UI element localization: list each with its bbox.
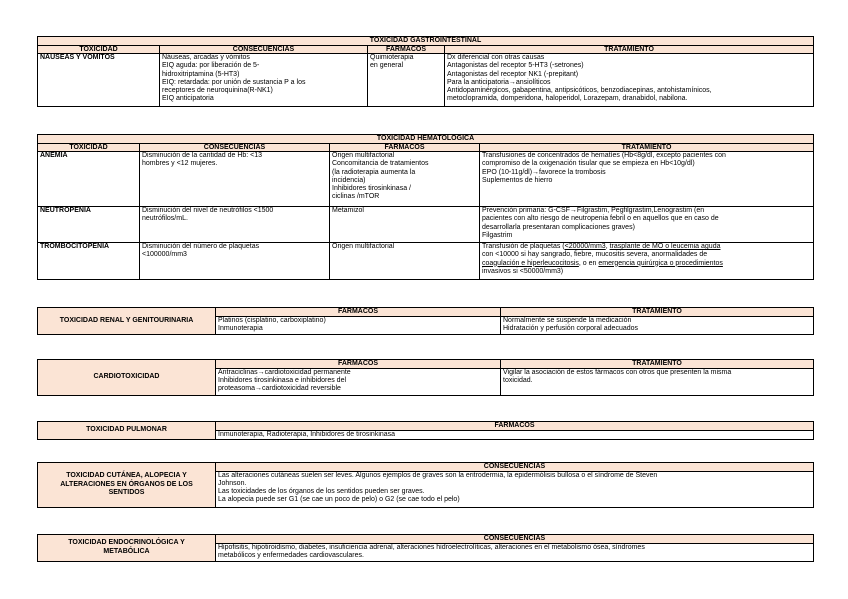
anemia-farmacos: Origen multifactorial Concomitancia de tratamientos (la radioterapia aumenta la incidencia) Inhibidores tirosinkinasa / ciclinas /mTOR [330, 152, 480, 207]
anemia-label: ANEMIA [38, 152, 140, 207]
gastro-title: TOXICIDAD GASTROINTESTINAL [38, 37, 814, 46]
trombocitopenia-label: TROMBOCITOPENIA [38, 243, 140, 280]
endocrino-label: TOXICIDAD ENDOCRINOLÓGICA Y METABÓLICA [38, 535, 216, 562]
cardio-header-farmacos: FARMACOS [216, 360, 501, 369]
pulmonar-farmacos: Inmunoterapia, Radioterapia, Inhibidores de tirosinkinasa [216, 430, 814, 439]
renal-header-tratamiento: TRATAMIENTO [501, 308, 814, 317]
hemato-title: TOXICIDAD HEMATOLOGICA [38, 135, 814, 144]
gastro-tratamiento: Dx diferencial con otras causas Antagonistas del receptor 5-HT3 (-setrones) Antagonistas del receptor NK1 (-prepitant) Para la anticipatoria→ansiolíticos Antidopaminérgicos, gabapentina, antipsicóticos, benzodiacepinas, antohistamínicos, metoclopramida, domperidona, haloperidol, Lorazepam, dranabidol, nabilona. [445, 54, 814, 107]
trombocitopenia-farmacos: Origen multifactorial [330, 243, 480, 280]
cardio-farmacos: Antraciclinas→cardiotoxicidad permanente Inhibidores tirosinkinasa e inhibidores del proteasoma→cardiotoxicidad reversible [216, 368, 501, 395]
endocrino-table [37, 534, 814, 562]
trombocitopenia-consecuencias: Disminución del número de plaquetas <100000/mm3 [140, 243, 330, 280]
gastro-header-farmacos: FARMACOS [368, 45, 445, 54]
table-row [38, 152, 814, 207]
cardio-tratamiento: Vigilar la asociación de estos fármacos con otros que presenten la misma toxicidad. [501, 368, 814, 395]
neutropenia-farmacos: Metamizol [330, 207, 480, 243]
hemato-header-farmacos: FARMACOS [330, 143, 480, 152]
hemato-header-tratamiento: TRATAMIENTO [480, 143, 814, 152]
renal-label: TOXICIDAD RENAL Y GENITOURINARIA [38, 308, 216, 335]
renal-tratamiento: Normalmente se suspende la medicación Hidratación y perfusión corporal adecuados [501, 316, 814, 334]
table-row [38, 207, 814, 243]
renal-table [37, 307, 814, 335]
gastro-header-toxicidad: TOXICIDAD [38, 45, 160, 54]
cutanea-table [37, 462, 814, 508]
gastro-table [37, 36, 814, 107]
endocrino-consecuencias: Hipofisitis, hipotiroidismo, diabetes, insuficiencia adrenal, alteraciones hidroelectrolíticas, alteraciones en el metabolismo ósea, síndromes metabólicos y enfermedades cardiovasculares. [216, 543, 814, 561]
cardio-label: CARDIOTOXICIDAD [38, 360, 216, 396]
neutropenia-consecuencias: Disminución del nivel de neutrófilos <1500 neutrófilos/mL. [140, 207, 330, 243]
trombocitopenia-tratamiento: Transfusión de plaquetas (<20000/mm3, trasplante de MO o leucemia aguda con <10000 si hay sangrado, fiebre, mucositis severa, anormalidades de coagulación e hiperleucocitosis, o en emergencia quirúrgica o procedimientos invasivos si <50000/mm3) [480, 243, 814, 280]
hemato-header-consecuencias: CONSECUENCIAS [140, 143, 330, 152]
anemia-consecuencias: Disminución de la cantidad de Hb: <13 hombres y <12 mujeres. [140, 152, 330, 207]
hemato-table [37, 134, 814, 280]
cutanea-consecuencias: Las alteraciones cutáneas suelen ser leves. Algunos ejemplos de graves son la eritrodermia, la epidermólisis bullosa o el síndrome de Steven Johnson. Las toxicidades de los órganos de los sentidos pueden ser graves. La alopecia puede ser G1 (se cae un poco de pelo) o G2 (se cae todo el pelo) [216, 471, 814, 507]
table-row [38, 243, 814, 280]
gastro-header-tratamiento: TRATAMIENTO [445, 45, 814, 54]
renal-header-farmacos: FARMACOS [216, 308, 501, 317]
cutanea-header-consecuencias: CONSECUENCIAS [216, 463, 814, 472]
cutanea-label: TOXICIDAD CUTÁNEA, ALOPECIA Y ALTERACIONES EN ÓRGANOS DE LOS SENTIDOS [38, 463, 216, 508]
endocrino-header-consecuencias: CONSECUENCIAS [216, 535, 814, 544]
pulmonar-header-farmacos: FARMACOS [216, 422, 814, 431]
pulmonar-label: TOXICIDAD PULMONAR [38, 422, 216, 440]
neutropenia-label: NEUTROPENIA [38, 207, 140, 243]
gastro-toxicidad: NÁUSEAS Y VÓMITOS [38, 54, 160, 107]
cardio-header-tratamiento: TRATAMIENTO [501, 360, 814, 369]
pulmonar-table [37, 421, 814, 440]
cardio-table [37, 359, 814, 396]
gastro-farmacos: Quimioterapia en general [368, 54, 445, 107]
gastro-consecuencias: Náuseas, arcadas y vómitos EIQ aguda: por liberación de 5- hidroxitriptamina (5-HT3) EIQ: retardada: por unión de sustancia P a los receptores de neuroquinina(R-NK1) EIQ anticipatoria [160, 54, 368, 107]
neutropenia-tratamiento: Prevención primaria: G-CSF→Filgrastim, Pegfilgrastim,Lenograstim (en pacientes con alto riesgo de neutropenia febril o en aquellos que en caso de desarrollarla presentaran complicaciones graves) Filgastrim [480, 207, 814, 243]
hemato-header-toxicidad: TOXICIDAD [38, 143, 140, 152]
anemia-tratamiento: Transfusiones de concentrados de hematíes (Hb<8g/dl, excepto pacientes con compromiso de la oxigenación tisular que se empieza en Hb<10g/dl) EPO (10-11g/dl)→favorece la trombosis Suplementos de hierro [480, 152, 814, 207]
gastro-header-consecuencias: CONSECUENCIAS [160, 45, 368, 54]
renal-farmacos: Platinos (cisplatino, carboxiplatino) Inmunoterapia [216, 316, 501, 334]
